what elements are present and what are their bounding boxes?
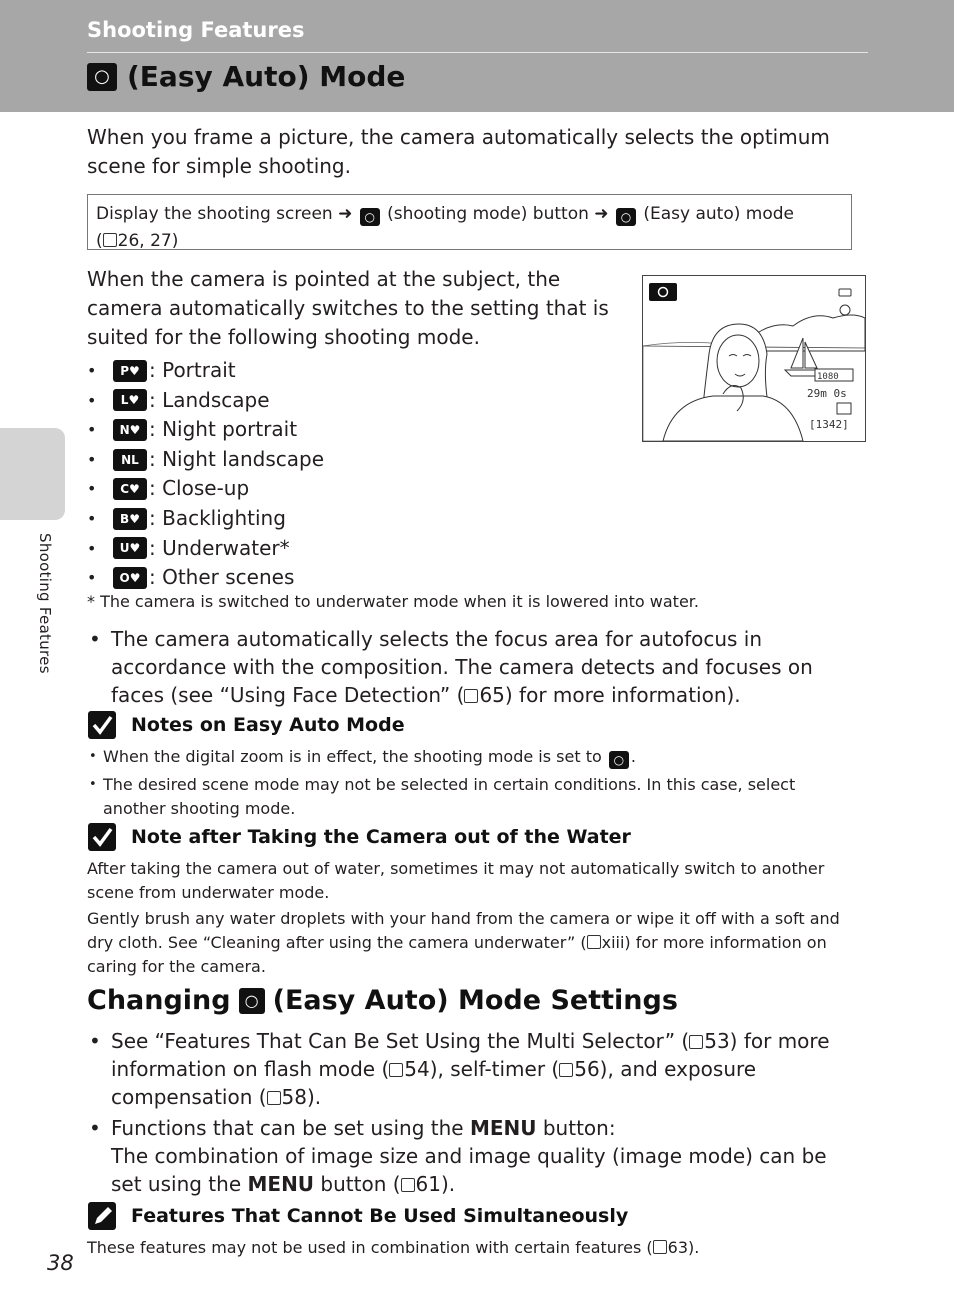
focus-bullet: • The camera automatically selects the focus area for autofocus in accordance with the composition. The camera detects and focuses on faces (see “Using Face Detection” ( 65) for more information). <box>87 625 847 709</box>
night-landscape-scene-icon: NL <box>113 449 147 471</box>
procedure-box: Display the shooting screen ➜ ○ (shooting mode) button ➜ ○ (Easy auto) mode ( 26, 27) <box>87 194 852 250</box>
manual-ref-icon <box>464 689 478 703</box>
ref-link[interactable]: 53) for more information on flash mode ( <box>111 1029 830 1081</box>
multi-selector-bullet: • See “Features That Can Be Set Using the Multi Selector” ( 53) for more information on flash mode ( 54), self-timer ( 56), and exposure compensation ( 58). <box>87 1027 847 1111</box>
page-number: 38 <box>47 1251 74 1275</box>
footnote: * The camera is switched to underwater mode when it is lowered into water. <box>87 592 699 611</box>
list-item: • P♥ : Portrait <box>87 358 236 382</box>
easy-auto-camera-icon: ○ <box>239 988 265 1014</box>
procedure-step-2: (shooting mode) button <box>387 204 589 224</box>
pencil-icon <box>87 1201 117 1231</box>
lcd-frames-remaining: [1342] <box>809 418 849 431</box>
lcd-resolution: 1080 <box>817 372 839 382</box>
arrow-icon: ➜ <box>338 204 353 224</box>
features-note: These features may not be used in combination with certain features ( 63). <box>87 1238 700 1257</box>
notes-heading: Notes on Easy Auto Mode <box>87 710 405 740</box>
manual-ref-icon <box>401 1178 415 1192</box>
ref-link[interactable]: 56), and exposure compensation ( <box>111 1057 757 1109</box>
manual-ref-icon <box>559 1063 573 1077</box>
notes-heading: Note after Taking the Camera out of the Water <box>87 822 631 852</box>
procedure-step-3: (Easy auto) mode <box>643 204 794 224</box>
side-tab[interactable] <box>0 428 65 520</box>
backlighting-scene-icon: B♥ <box>113 508 147 530</box>
easy-auto-camera-icon: ○ <box>616 208 636 226</box>
auto-switch-paragraph: When the camera is pointed at the subject, the camera automatically switches to the setting that is suited for the following shooting mode. <box>87 267 609 349</box>
list-item: • N♥ : Night portrait <box>87 417 298 442</box>
cleaning-ref-link[interactable]: xiii) for more information on caring for the camera. <box>87 933 827 976</box>
water-note-paragraph-2: Gently brush any water droplets with your hand from the camera or wipe it off with a soft and dry cloth. See “Cleaning after using the camera underwater” ( xiii) for more information on caring for the camera. <box>87 909 840 976</box>
list-item: • O♥ : Other scenes <box>87 565 295 590</box>
camera-mode-icon: ○ <box>360 208 380 226</box>
list-item: • NL : Night landscape <box>87 446 325 471</box>
camera-monitor-illustration <box>642 275 866 442</box>
ref-link[interactable]: 54), self-timer ( <box>404 1057 560 1081</box>
manual-ref-icon <box>689 1035 703 1049</box>
menu-button-label: MENU <box>247 1172 315 1196</box>
list-item: • The desired scene mode may not be selected in certain conditions. In this case, select another shooting mode. <box>87 773 857 821</box>
landscape-scene-icon: L♥ <box>113 389 147 411</box>
list-item: • C♥ : Close-up <box>87 476 250 501</box>
page-title <box>87 60 405 93</box>
notes-heading: Features That Cannot Be Used Simultaneously <box>87 1201 628 1231</box>
arrow-icon: ➜ <box>594 204 609 224</box>
night-portrait-scene-icon: N♥ <box>113 419 147 441</box>
underwater-scene-icon: U♥ <box>113 537 147 559</box>
list-item: • L♥ : Landscape <box>87 387 270 412</box>
procedure-ref[interactable]: 26, 27) <box>117 231 179 251</box>
side-tab-label: Shooting Features <box>36 533 54 674</box>
checkmark-icon <box>87 822 117 852</box>
easy-auto-camera-icon: ○ <box>609 751 629 769</box>
manual-ref-icon <box>267 1091 281 1105</box>
manual-ref-icon <box>389 1063 403 1077</box>
manual-ref-icon <box>103 233 117 247</box>
menu-button-label: MENU <box>469 1116 537 1140</box>
lcd-recording-time: 29m 0s <box>807 387 847 400</box>
ref-link[interactable]: 63). <box>667 1238 700 1257</box>
easy-auto-camera-icon: ○ <box>87 63 117 91</box>
easy-auto-camera-icon <box>649 283 677 301</box>
manual-ref-icon <box>587 935 601 949</box>
list-item: • U♥ : Underwater* <box>87 535 290 560</box>
ref-link[interactable]: 58). <box>281 1085 322 1109</box>
focus-ref-link[interactable]: 65) for more information). <box>479 683 741 707</box>
checkmark-icon <box>87 710 117 740</box>
page-title-text: (Easy Auto) Mode <box>127 60 406 93</box>
ref-link[interactable]: 61). <box>415 1172 456 1196</box>
monitor-scene-image <box>643 276 865 441</box>
scene-mode-list <box>87 356 324 593</box>
intro-paragraph: When you frame a picture, the camera automatically selects the optimum scene for simple shooting. <box>87 125 830 178</box>
list-item: • B♥ : Backlighting <box>87 505 286 530</box>
header-divider <box>87 52 868 53</box>
water-note-paragraph-1: After taking the camera out of water, sometimes it may not automatically switch to another scene from underwater mode. <box>87 859 825 902</box>
page-header <box>0 0 954 112</box>
section-heading: Changing ○ (Easy Auto) Mode Settings <box>87 985 678 1016</box>
list-item: • When the digital zoom is in effect, the shooting mode is set to ○ . <box>87 745 857 769</box>
menu-bullet: • Functions that can be set using the MENU button: The combination of image size and image quality (image mode) can be set using the MENU button ( 61). <box>87 1114 847 1198</box>
procedure-step-1: Display the shooting screen <box>96 204 333 224</box>
close-up-scene-icon: C♥ <box>113 478 147 500</box>
portrait-scene-icon: P♥ <box>113 360 147 382</box>
other-scenes-icon: O♥ <box>113 567 147 589</box>
manual-ref-icon <box>653 1240 667 1254</box>
section-title: Shooting Features <box>87 18 305 42</box>
